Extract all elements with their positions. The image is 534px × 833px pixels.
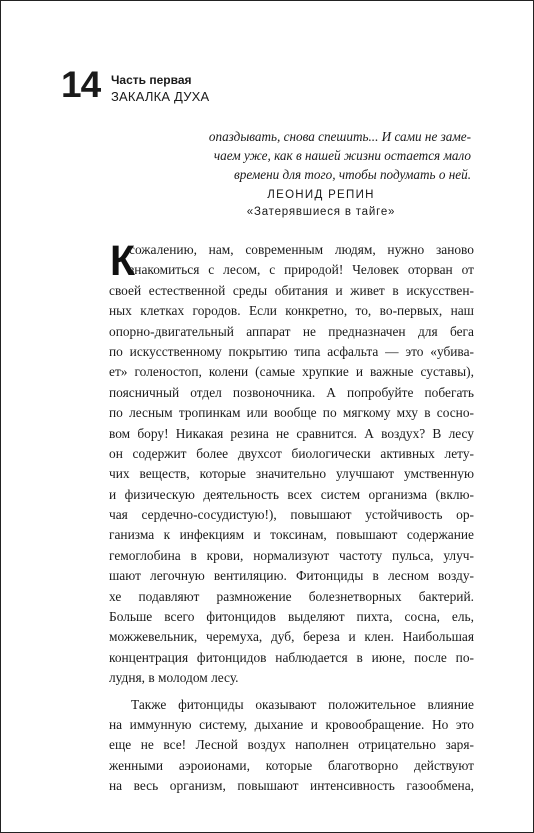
text-line: концентрация фитонцидов наблюдается в июне, после по-: [109, 649, 474, 665]
epigraph-source: «Затерявшиеся в тайге»: [246, 206, 396, 218]
text-line: ганизма к инфекциям и токсинам, повышают содержание: [109, 527, 474, 543]
text-line: по искусственному покрытию типа асфальта — это «убива-: [109, 343, 474, 359]
text-line: ных клетках городов. Если конкретно, то, во-первых, наш: [109, 303, 474, 319]
text-line: Больше всего фитонцидов выделяют пихта, сосна, ель,: [109, 609, 474, 625]
text-line: по лесным тропинкам или вообще по мягкому мху в сосно-: [109, 405, 474, 421]
text-line: можжевельник, черемуха, дуб, береза и клен. Наибольшая: [109, 629, 474, 645]
text-line: еще не все! Лесной воздух наполнен отрицательно заря-: [109, 737, 474, 753]
epigraph-line: опаздывать, снова спешить... И сами не заме-: [208, 129, 471, 144]
text-line: он содержит более двухсот биологически активных лету-: [109, 445, 474, 461]
text-line: гемоглобина в крови, нормализуют частоту пульса, улуч-: [109, 547, 474, 563]
epigraph-author: ЛЕОНИД РЕПИН: [267, 189, 375, 201]
text-line: хе подавляют размножение болезнетворных бактерий.: [109, 588, 474, 604]
text-line: своей естественной среды обитания и живет в искусствен-: [109, 282, 474, 298]
page-number: 14: [61, 64, 101, 105]
text-line: на иммунную систему, дыхание и кровообращение. Но это: [109, 716, 474, 732]
text-line: знакомиться с лесом, с природой! Человек оторван от: [129, 262, 474, 278]
text-line: вом бору! Никакая резина не сравнится. А воздух? В лесу: [109, 425, 474, 441]
text-line: лудня, в молодом лесу.: [109, 670, 239, 686]
text-line: чих веществ, которые значительно улучшают умственную: [109, 466, 474, 482]
epigraph-line: чаем уже, как в нашей жизни остается мало: [213, 148, 471, 163]
body-text: [109, 237, 474, 797]
text-line: поясничный отдел позвоночника. А попробуйте побегать: [109, 384, 474, 400]
epigraph-line: времени для того, чтобы подумать о ней.: [234, 167, 471, 182]
text-line: ет» голеностоп, колени (самые хрупкие и важные суставы),: [109, 364, 474, 380]
epigraph: [121, 127, 471, 220]
part-label: Часть первая: [111, 73, 192, 87]
text-line: опорно-двигательный аппарат не предназначен для бега: [109, 323, 474, 339]
text-line: сожалению, нам, современным людям, нужно заново: [129, 242, 474, 257]
part-name: ЗАКАЛКА ДУХА: [111, 89, 210, 104]
drop-cap: К: [110, 237, 135, 285]
text-line: на весь организм, повышают интенсивность газообмена,: [109, 778, 474, 794]
text-line: женными аэроионами, которые благотворно действуют: [109, 757, 474, 773]
text-line: чая сердечно-сосудистую!), повышают устойчивость ор-: [109, 507, 474, 523]
text-line: и физическую деятельность всех систем организма (вклю-: [109, 486, 474, 502]
text-line: Также фитонциды оказывают положительное влияние: [131, 696, 474, 712]
text-line: шают легочную вентиляцию. Фитонциды в лесном возду-: [109, 568, 474, 584]
